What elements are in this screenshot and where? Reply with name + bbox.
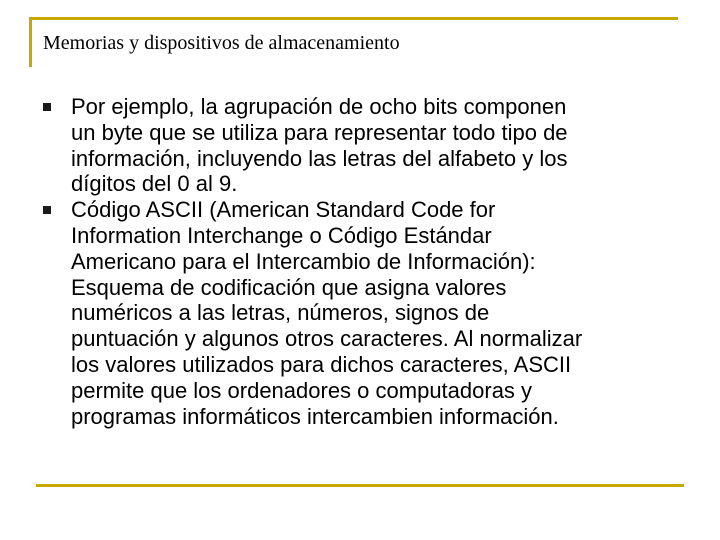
slide-title: Memorias y dispositivos de almacenamiento	[43, 32, 400, 54]
bullet-text-line: programas informáticos intercambien información.	[71, 403, 559, 429]
top-border-rule	[30, 17, 678, 20]
bullet-text-line: un byte que se utiliza para representar todo tipo de	[71, 119, 568, 145]
bullet-text-line: puntuación y algunos otros caracteres. Al normalizar	[71, 326, 583, 352]
bullet-text-line: permite que los ordenadores o computadoras y	[71, 377, 533, 403]
left-border-rule	[29, 17, 32, 67]
bullet-text-line: Information Interchange o Código Estándar	[71, 222, 492, 248]
square-bullet-icon	[43, 206, 51, 214]
square-bullet-icon	[43, 103, 51, 111]
bullet-item-byte	[40, 94, 680, 197]
bullet-text-line: los valores utilizados para dichos caracteres, ASCII	[71, 351, 572, 377]
bullet-text-line: Esquema de codificación que asigna valores	[71, 274, 507, 300]
bullet-text-line: numéricos a las letras, números, signos de	[71, 300, 490, 326]
bullet-text-line: Americano para el Intercambio de Información):	[71, 248, 536, 274]
bullet-text-line: información, incluyendo las letras del alfabeto y los	[71, 145, 568, 171]
bullet-text-line: Por ejemplo, la agrupación de ocho bits componen	[71, 94, 567, 119]
bullet-list	[40, 94, 680, 429]
bullet-text-line: dígitos del 0 al 9.	[71, 171, 238, 197]
bottom-border-rule	[36, 484, 684, 487]
bullet-text-line: Código ASCII (American Standard Code for	[71, 197, 496, 223]
bullet-item-ascii	[40, 197, 680, 429]
